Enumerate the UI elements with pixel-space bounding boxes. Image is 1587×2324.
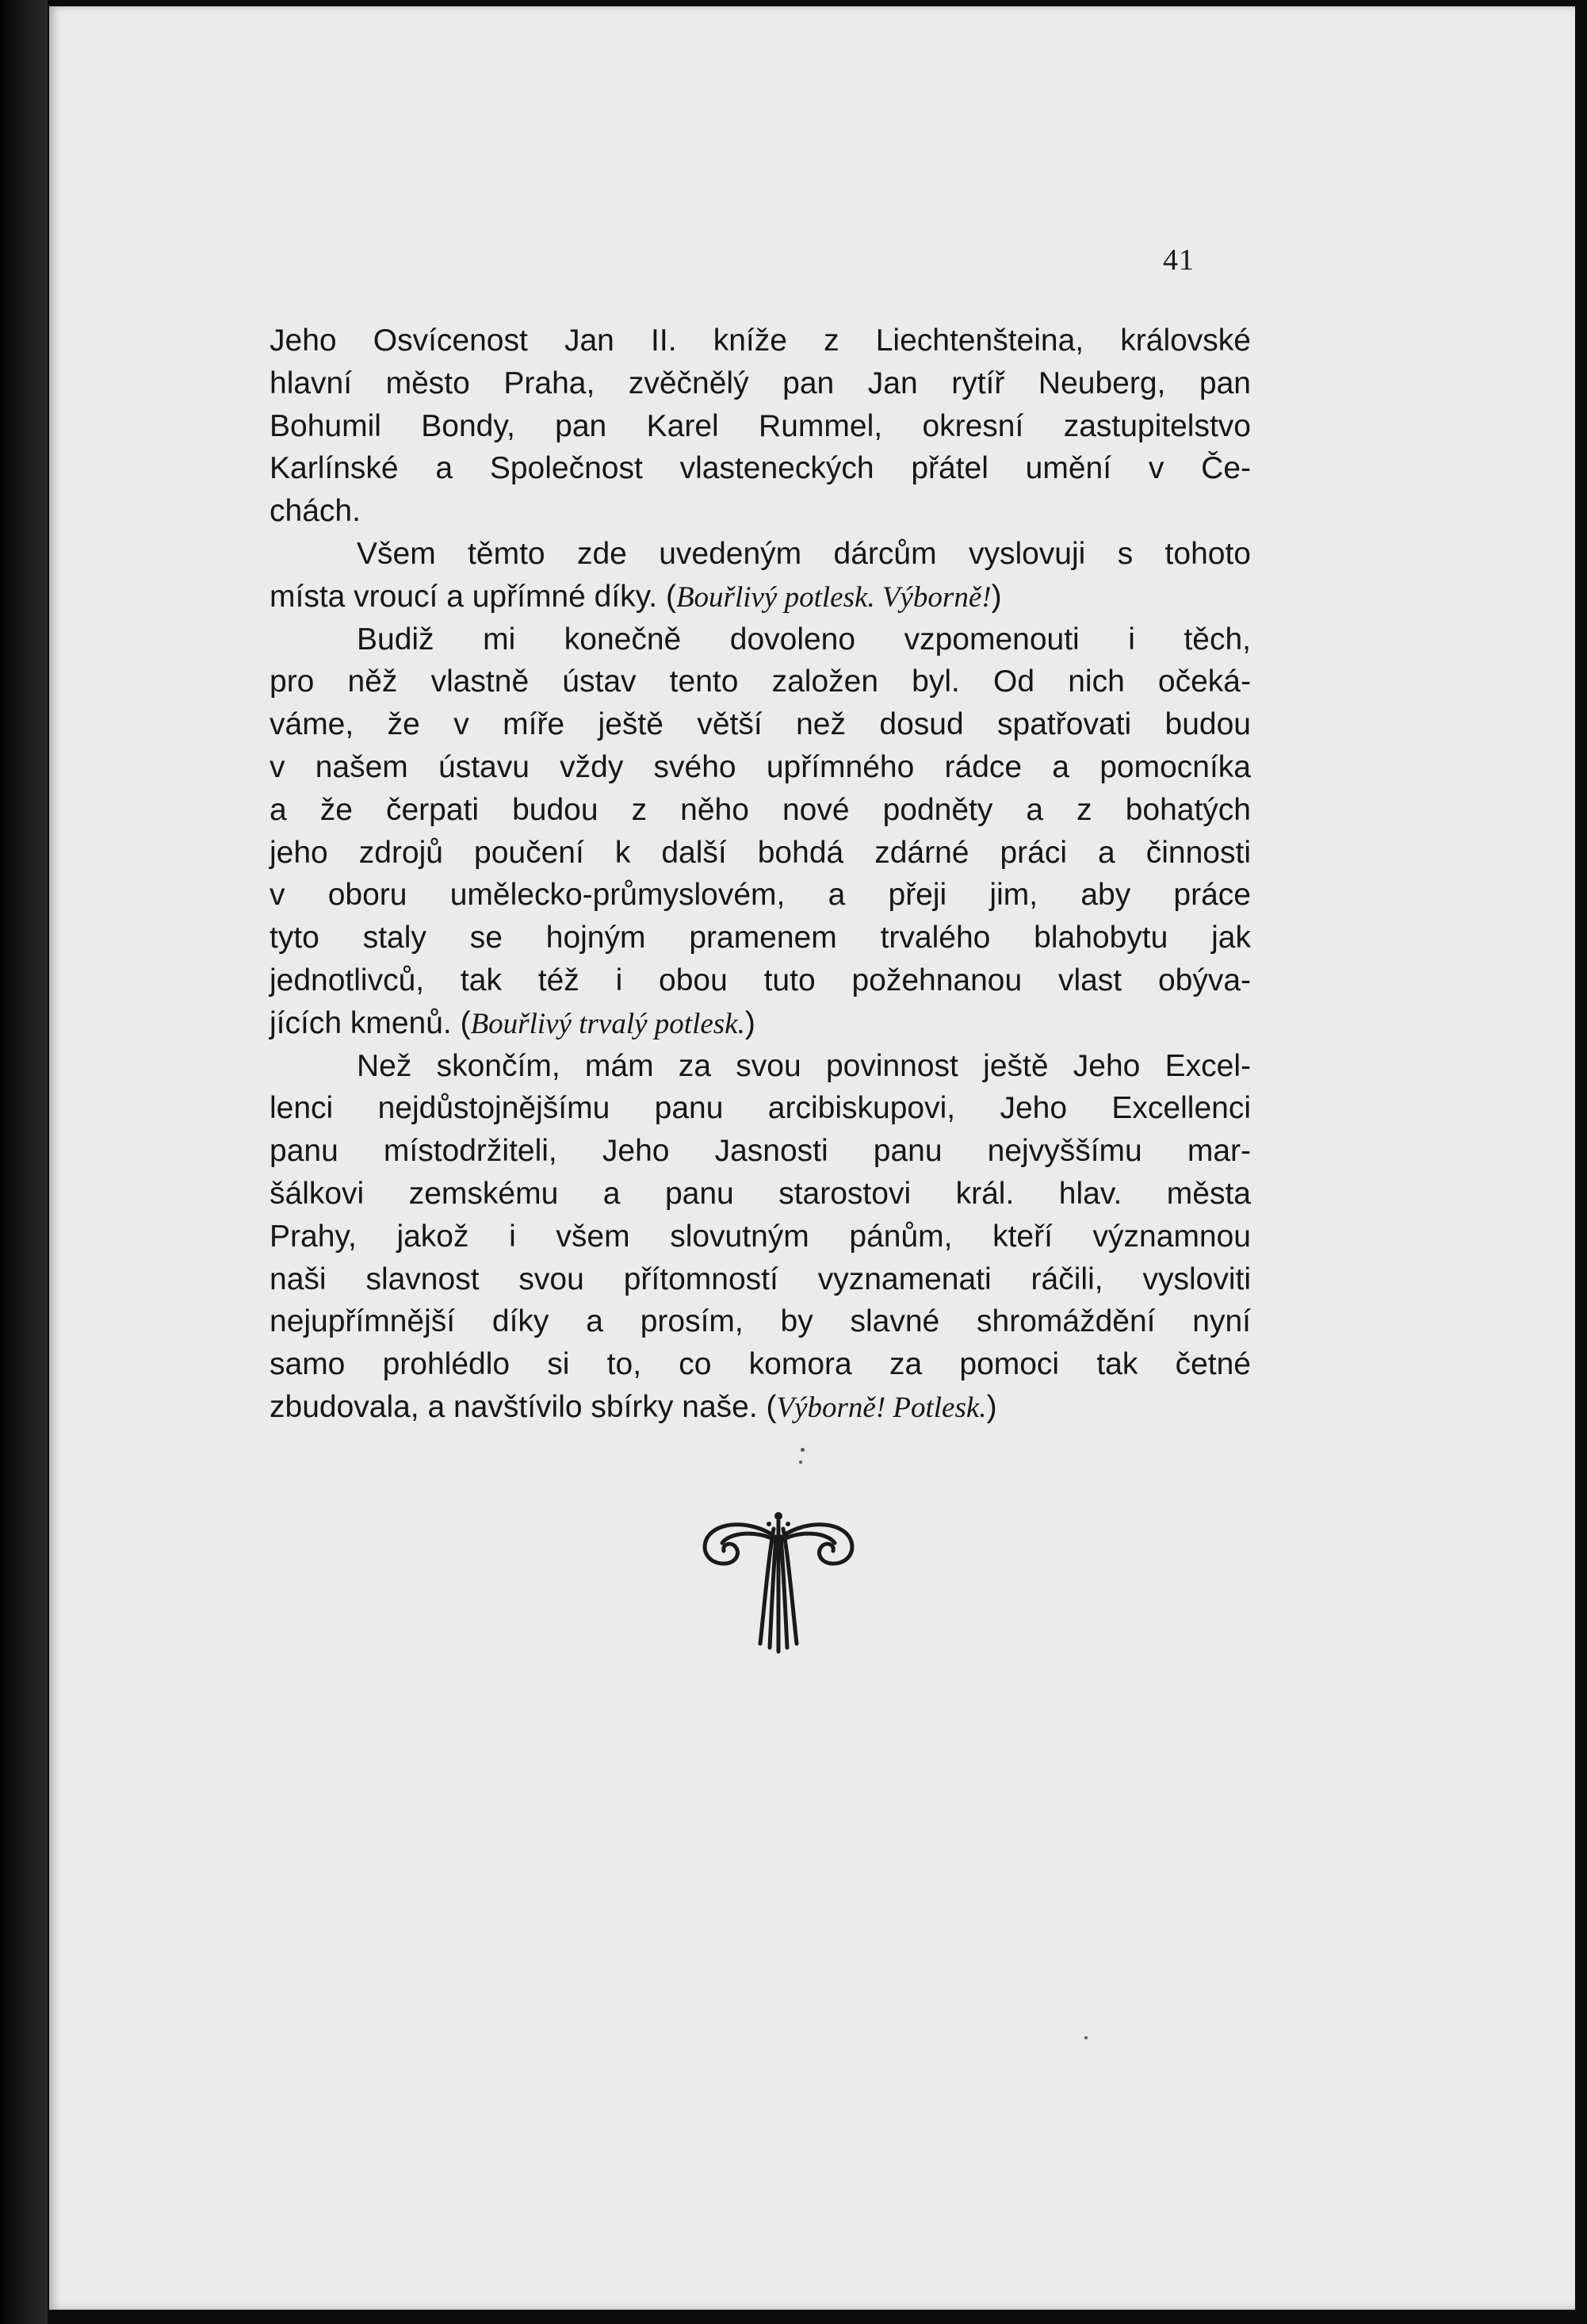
text-line: zbudovala, a navštívilo sbírky naše. (Výborně! Potlesk.) <box>270 1389 997 1424</box>
book-page <box>49 6 1575 2310</box>
applause-note: Bouřlivý trvalý potlesk. <box>470 1007 745 1040</box>
paragraph-start-line: Než skončím, mám za svou povinnost ještě Jeho Excel- <box>357 1048 1251 1083</box>
page-number: 41 <box>1163 243 1195 277</box>
text-line: Karlínské a Společnost vlasteneckých přátel umění v Če- <box>270 451 1251 486</box>
text-line: hlavní město Praha, zvěčnělý pan Jan rytíř Neuberg, pan <box>270 366 1251 400</box>
text-line: tyto staly se hojným pramenem trvalého blahobytu jak <box>270 921 1251 955</box>
paragraph-start-line: Budiž mi konečně dovoleno vzpomenouti i těch, <box>357 622 1251 657</box>
ornament-icon <box>695 1505 862 1664</box>
text-line: šálkovi zemskému a panu starostovi král. hlav. města <box>270 1176 1251 1211</box>
text-line: jících kmenů. (Bouřlivý trvalý potlesk.) <box>270 1005 755 1040</box>
text-line: v našem ústavu vždy svého upřímného rádce a pomocníka <box>270 749 1251 784</box>
text-line: samo prohlédlo si to, co komora za pomoci tak četné <box>270 1347 1251 1382</box>
applause-note: Výborně! Potlesk. <box>776 1391 987 1424</box>
text-line: nejupřímnější díky a prosím, by slavné shromáždění nyní <box>270 1304 1251 1339</box>
text-line: místa vroucí a upřímné díky. (Bouřlivý potlesk. Výborně!) <box>270 579 1002 614</box>
scan-speck <box>801 1448 805 1452</box>
text-line: jeho zdrojů poučení k další bohdá zdárné práci a činnosti <box>270 835 1251 870</box>
scan-speck <box>1084 2036 1088 2039</box>
paragraph-start-line: Všem těmto zde uvedeným dárcům vyslovuji s tohoto <box>357 536 1251 571</box>
text-line: pro něž vlastně ústav tento založen byl. Od nich očeká- <box>270 664 1251 699</box>
text-line: naši slavnost svou přítomností vyznamenati ráčili, vysloviti <box>270 1262 1251 1296</box>
text-line: panu místodržiteli, Jeho Jasnosti panu nejvyššímu mar- <box>270 1134 1251 1169</box>
text-line: Bohumil Bondy, pan Karel Rummel, okresní zastupitelstvo <box>270 408 1251 443</box>
text-line: Jeho Osvícenost Jan II. kníže z Liechtenšteina, královské <box>270 324 1251 358</box>
text-line: váme, že v míře ještě větší než dosud spatřovati budou <box>270 707 1251 742</box>
scan-speck <box>799 1461 802 1464</box>
text-line: Prahy, jakož i všem slovutným pánům, kteří významnou <box>270 1219 1251 1254</box>
text-line: v oboru umělecko-průmyslovém, a přeji jim, aby práce <box>270 878 1251 913</box>
applause-note: Bouřlivý potlesk. Výborně! <box>675 580 992 614</box>
text-line: jednotlivců, tak též i obou tuto požehnanou vlast obýva- <box>270 963 1251 997</box>
body-text <box>270 320 1251 1429</box>
text-line: chách. <box>270 494 361 529</box>
text-line: lenci nejdůstojnějšímu panu arcibiskupovi, Jeho Excellenci <box>270 1091 1251 1126</box>
book-spine-edge <box>0 0 48 2324</box>
text-line: a že čerpati budou z něho nové podněty a z bohatých <box>270 792 1251 827</box>
